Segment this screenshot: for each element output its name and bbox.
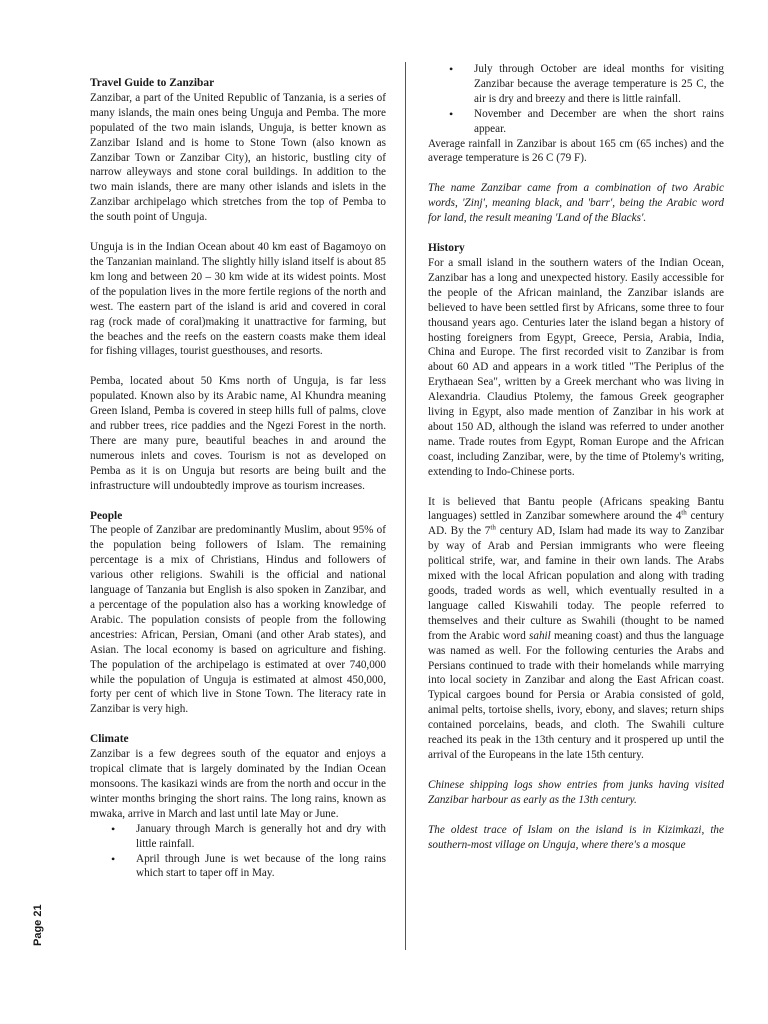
superscript-th: th [681,508,687,517]
bullet-item: • April through June is wet because of the long rains which start to taper off in May. [136,852,386,882]
bantu-text-2: century AD. By the 7 [428,510,724,538]
bullet-item: • January through March is generally hot and dry with little rainfall. [136,822,386,852]
climate-paragraph: Zanzibar is a few degrees south of the equator and enjoys a tropical climate that is largely dominated by the Indian Ocean monsoons. The kasikazi winds are from the north and occur in the winter months bringing the short rains. The long rains, known as mwaka, arrive in March and last until late May or June. [90,748,386,820]
page-number [32,902,46,952]
left-column [90,76,386,881]
name-origin-quote: The name Zanzibar came from a combination of two Arabic words, 'Zinj', meaning black, and 'barr', being the Arabic word for land, the result meaning 'Land of the Blacks'. [428,182,724,225]
climate-bullets-right [428,62,724,137]
bullet-item: • July through October are ideal months for visiting Zanzibar because the average temperature is 25 C, the air is dry and breezy and there is little rainfall. [474,62,724,107]
climate-heading: Climate [90,733,129,746]
history-paragraph: For a small island in the southern waters of the Indian Ocean, Zanzibar has a long and unexpected history. Easily accessible for the people of the African mainland, the Zanzibar islands are believed to have been settled first by Africans, some three to four thousand years ago. Centuries later the island began a history of hosting foreigners from Egypt, Greece, Persia, Arabia, India, China and Europe. The first recorded visit to Zanzibar is from about 60 AD and appears in a work titled "The Periplus of the Erythaean Sea", written by a Greek merchant who was living in Alexandria. Claudius Ptolemy, the famous Greek geographer living in Egypt, also made mention of Zanzibar in his work at about 150 AD, although the island was referred to under another name. Trade routes from Egypt, Roman Europe and the African coast, including Zanzibar, were, by the time of Ptolemy's writing, extending to Indo-Chinese ports. [428,256,724,478]
unguja-paragraph: Unguja is in the Indian Ocean about 40 km east of Bagamoyo on the Tanzanian mainland. The slightly hilly island itself is about 85 km long and between 20 – 30 km wide at its widest points. Most of the population lives in the more fertile regions of the north and west. The eastern part of the island is arid and covered in coral rag (rock made of coral)making it unattractive for farming, but the beaches and the reefs on the eastern coasts make them ideal for fishing villages, tourist guesthouses, and resorts. [90,241,386,358]
sahil-word: sahil [529,629,551,642]
right-column [428,62,724,853]
people-paragraph: The people of Zanzibar are predominantly Muslim, about 95% of the population being followers of Islam. The remaining percentage is a mix of Christians, Hindus and followers of various other religions. Swahili is the official and national language of Tanzania but English is also spoken in Zanzibar, and a percentage of the population also has a working knowledge of Arabic. The population consists of people from the following ancestries: African, Persian, Omani (and other Arab states), and Asian. The local economy is based on agriculture and fishing. The population of the archipelago is estimated at over 740,000 while the population of Unguja is estimated at almost 450,000, forty per cent of which live in Stone Town. The literacy rate in Zanzibar is very high. [90,524,386,716]
islam-trace-quote: The oldest trace of Islam on the island is in Kizimkazi, the southern-most village on Unguja, where there's a mosque [428,823,724,851]
bantu-text-4: meaning coast) and thus the language was named as well. For the following centuries the Arabs and Persians continued to trade with their homelands while marrying into local society in Zanzibar and along the East African coast. Typical cargoes bound for Persia or Arabia consisted of gold, animal pelts, tortoise shells, ivory, ebony, and slaves; return ships contained porcelains, beads, and cloth. The Swahili culture reached its peak in the 13th century and it prospered up until the arrival of the Europeans in the late 15th century. [428,629,724,761]
bantu-text-1: It is believed that Bantu people (Africans speaking Bantu languages) settled in Zanzibar somewhere around the 4 [428,495,724,523]
intro-paragraph: Zanzibar, a part of the United Republic of Tanzania, is a series of many islands, the main ones being Unguja and Pemba. The more populated of the two main islands, Unguja, is better known as Zanzibar Island and is home to Stone Town (also known as Zanzibar Town or Zanzibar City), an historic, bustling city of narrow alleyways and stone coral buildings. In addition to the two main islands, there are many other islands and islets in the Zanzibar archipelago which stretches from the top of Pemba to the south point of Unguja. [90,91,386,224]
pemba-paragraph: Pemba, located about 50 Kms north of Unguja, is far less populated. Known also by its Arabic name, Al Khundra meaning Green Island, Pemba is covered in steep hills full of palms, clove and rubber trees, rice paddies and the Ngezi Forest in the north. There are many pure, beautiful beaches in and around the numerous inlets and coves. Tourism is not as developed on Pemba as it is on Unguja but resorts are being built and the infrastructure will undoubtedly improve as tourism increases. [90,375,386,492]
climate-bullets-left [90,822,386,882]
superscript-th: th [490,523,496,532]
guide-title: Travel Guide to Zanzibar [90,77,215,89]
bantu-paragraph [428,495,724,763]
column-divider [405,62,406,950]
chinese-logs-quote: Chinese shipping logs show entries from junks having visited Zanzibar harbour as early as the 13th century. [428,778,724,806]
bantu-text-3: century AD, Islam had made its way to Zanzibar by way of Arab and Persian immigrants who were fleeing political strife, war, and famine in their own lands. The Arabs mixed with the local African population and along with trading goods, traded words as well, which eventually resulted in a language called Kiswahili today. The people referred to themselves and their culture as Swahili (thought to be named from the Arabic word [428,525,725,642]
people-heading: People [90,509,123,522]
page-number-label: Page 21 [32,904,44,946]
rainfall-paragraph: Average rainfall in Zanzibar is about 165 cm (65 inches) and the average temperature is 26 C (79 F). [428,137,724,165]
history-heading: History [428,242,465,255]
bullet-item: • November and December are when the short rains appear. [474,107,724,137]
